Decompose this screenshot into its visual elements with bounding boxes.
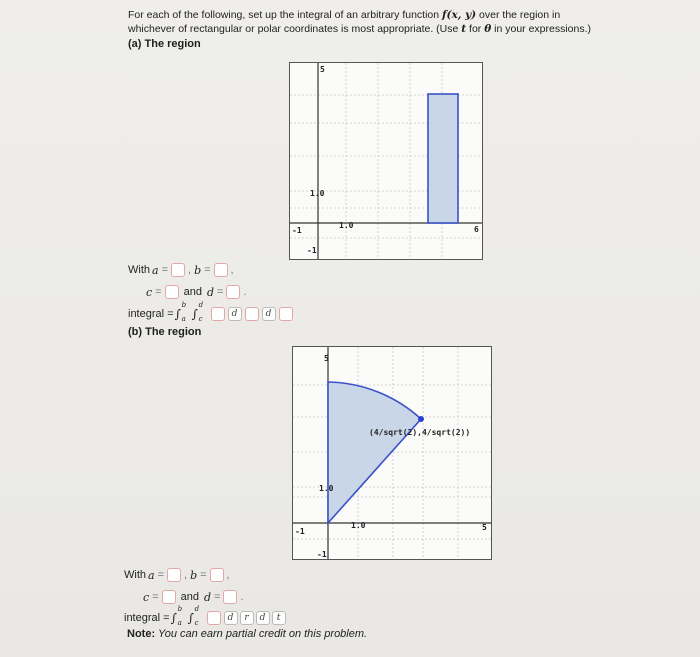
corner-point — [418, 416, 424, 422]
outer-integral-sign: ∫ b a — [170, 605, 183, 627]
lower-limit: a — [181, 315, 186, 323]
part-b-row-integral — [124, 605, 287, 627]
prompt-text: whichever of rectangular or polar coordinates is most appropriate. (Use — [128, 23, 462, 35]
comma: , — [188, 264, 192, 276]
y-min-label: -1 — [317, 550, 327, 559]
upper-limit: b — [181, 301, 187, 309]
x-max-label: 5 — [482, 523, 487, 532]
c-variable: c — [143, 590, 150, 604]
x-unit-label: 1.0 — [339, 221, 354, 230]
lower-limit: c — [194, 619, 199, 627]
b-variable: b — [190, 568, 198, 582]
d-variable: d — [203, 590, 212, 604]
part-a-row-cd — [144, 285, 248, 299]
comma: , — [184, 569, 188, 581]
part-a-region-plot — [289, 62, 483, 260]
differential-t: t — [272, 611, 286, 625]
equals-sign: = — [217, 286, 224, 298]
differential-var2-input[interactable] — [279, 307, 293, 321]
part-b-heading: (b) The region — [128, 326, 202, 338]
inner-integral-sign: ∫ d c — [187, 605, 200, 627]
d-variable: d — [206, 285, 215, 299]
note-label: Note: — [127, 628, 156, 640]
y-max-label: 5 — [324, 354, 329, 363]
part-b-row-cd — [141, 590, 245, 604]
problem-prompt — [128, 8, 668, 36]
upper-limit: d — [194, 605, 200, 613]
integrand-input[interactable] — [211, 307, 225, 321]
rectangular-region — [428, 94, 458, 223]
a-variable: a — [152, 263, 159, 277]
period: . — [243, 286, 247, 298]
equals-sign: = — [204, 264, 211, 276]
upper-limit: d — [198, 301, 204, 309]
equals-sign: = — [152, 591, 159, 603]
x-min-label: -1 — [295, 527, 305, 536]
with-label: With — [128, 264, 150, 276]
prompt-text: over the region in — [476, 9, 561, 21]
outer-integral-sign: ∫ b a — [174, 301, 187, 323]
theta-symbol: θ — [484, 23, 492, 35]
note-text: You can earn partial credit on this problem. — [155, 628, 368, 640]
c-variable: c — [146, 285, 153, 299]
equals-sign: = — [200, 569, 207, 581]
d-input[interactable] — [226, 285, 240, 299]
differential-d: d — [262, 307, 276, 321]
y-unit-label: 1.0 — [310, 189, 325, 198]
part-a-row-integral — [128, 301, 295, 323]
inner-integral-sign: ∫ d c — [191, 301, 204, 323]
grid-lines — [293, 347, 491, 559]
comma: , — [226, 569, 230, 581]
a-variable: a — [148, 568, 155, 582]
y-max-label: 5 — [320, 65, 325, 74]
equals-sign: = — [161, 264, 168, 276]
and-label: and — [183, 286, 202, 298]
differential-d: d — [228, 307, 242, 321]
prompt-text: for — [466, 23, 485, 35]
part-a-graph — [290, 63, 482, 259]
lower-limit: a — [177, 619, 182, 627]
point-label: (4/sqrt(2),4/sqrt(2)) — [369, 428, 471, 437]
comma: , — [230, 264, 234, 276]
t-symbol: t — [461, 23, 467, 35]
x-unit-label: 1.0 — [351, 521, 366, 530]
part-b-graph — [293, 347, 491, 559]
part-a-heading: (a) The region — [128, 38, 201, 50]
lower-limit: c — [198, 315, 203, 323]
b-variable: b — [194, 263, 202, 277]
equals-sign: = — [214, 591, 221, 603]
a-input[interactable] — [171, 263, 185, 277]
polar-sector-region — [328, 382, 421, 523]
b-input[interactable] — [210, 568, 224, 582]
differential-r: r — [240, 611, 254, 625]
with-label: With — [124, 569, 146, 581]
y-min-label: -1 — [307, 246, 317, 255]
x-max-label: 6 — [474, 225, 479, 234]
prompt-text: in your expressions.) — [491, 23, 592, 35]
a-input[interactable] — [167, 568, 181, 582]
function-symbol: f(x, y) — [442, 9, 477, 21]
equals-sign: = — [157, 569, 164, 581]
c-input[interactable] — [162, 590, 176, 604]
c-input[interactable] — [165, 285, 179, 299]
prompt-text: For each of the following, set up the integral of an arbitrary function — [128, 9, 443, 21]
part-a-row-ab — [128, 263, 235, 277]
part-b-row-ab — [124, 568, 231, 582]
d-input[interactable] — [223, 590, 237, 604]
b-input[interactable] — [214, 263, 228, 277]
differential-d: d — [224, 611, 238, 625]
integral-label: integral = — [124, 612, 170, 624]
integral-label: integral = — [128, 308, 174, 320]
differential-d: d — [256, 611, 270, 625]
partial-credit-note — [127, 628, 367, 640]
upper-limit: b — [177, 605, 183, 613]
integrand-input[interactable] — [207, 611, 221, 625]
differential-var1-input[interactable] — [245, 307, 259, 321]
x-min-label: -1 — [292, 226, 302, 235]
y-unit-label: 1.0 — [319, 484, 334, 493]
and-label: and — [180, 591, 199, 603]
part-b-region-plot — [292, 346, 492, 560]
equals-sign: = — [155, 286, 162, 298]
period: . — [240, 591, 244, 603]
